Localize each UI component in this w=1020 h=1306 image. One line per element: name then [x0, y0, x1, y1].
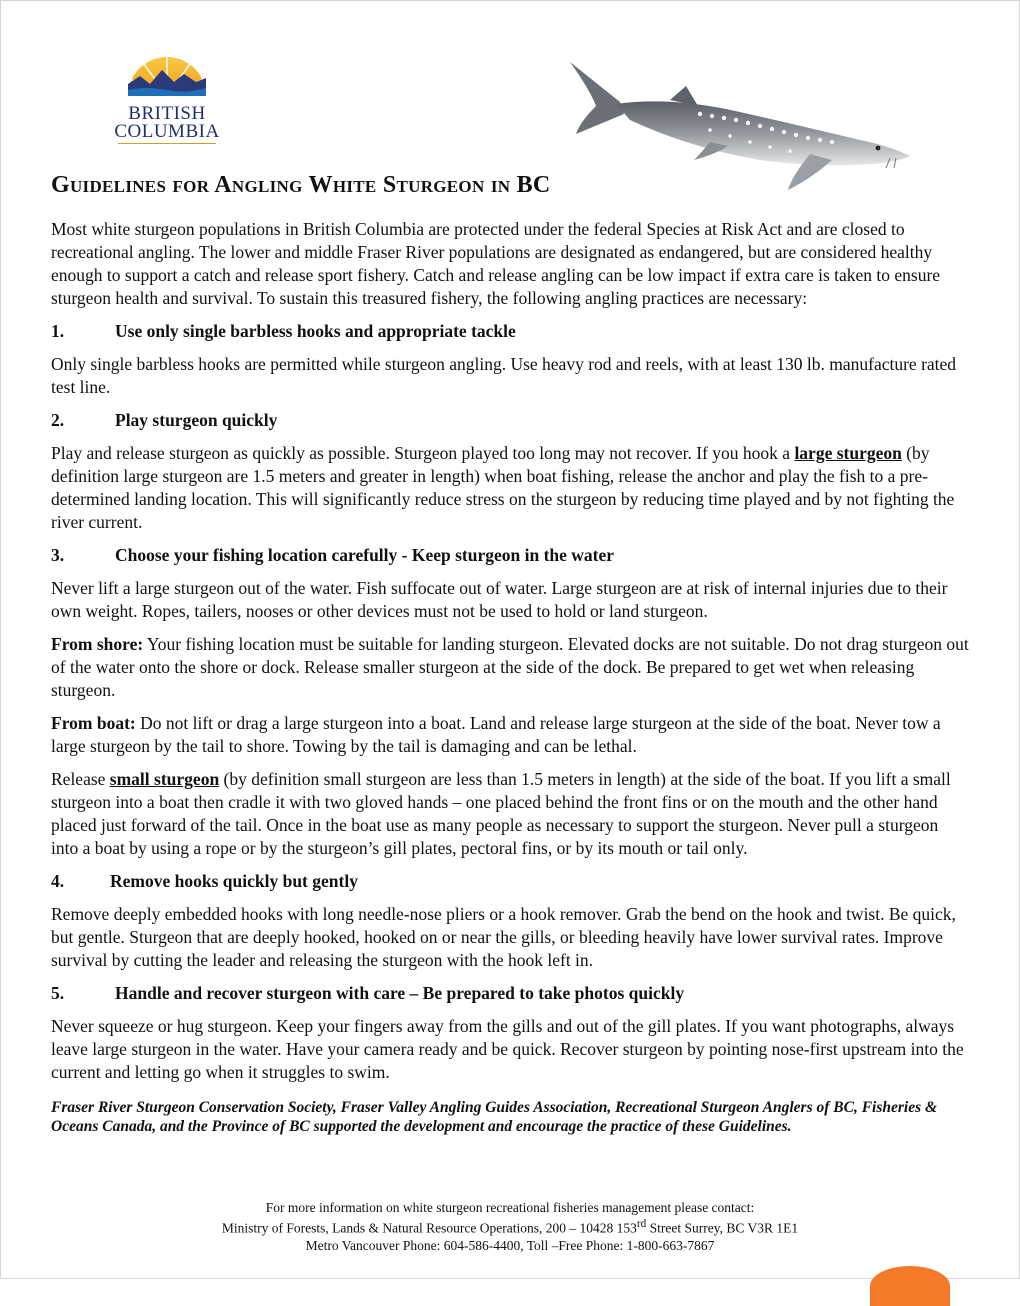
address-text: Street Surrey, BC V3R 1E1: [646, 1220, 799, 1236]
section-1-heading: [51, 320, 969, 343]
large-sturgeon-term: large sturgeon: [794, 443, 902, 463]
bc-logo: [112, 46, 222, 142]
section-number: 3.: [51, 545, 65, 565]
section-title: Use only single barbless hooks and appropriate tackle: [115, 321, 516, 341]
body-text: Release: [51, 769, 110, 789]
section-number: 4.: [51, 871, 65, 891]
small-sturgeon-term: small sturgeon: [109, 769, 220, 789]
section-title: Choose your fishing location carefully - Keep sturgeon in the water: [115, 545, 615, 565]
section-3-heading: [51, 544, 969, 567]
credits-statement: Fraser River Sturgeon Conservation Society, Fraser Valley Angling Guides Association, Recreational Sturgeon Anglers of BC, Fisheries & Oceans Canada, and the Province of BC supported the development and encourage the practice of these Guidelines.: [51, 1099, 938, 1135]
body-text: Play and release sturgeon as quickly as possible. Sturgeon played too long may not recover. If you hook a: [51, 443, 795, 463]
contact-footer: [51, 1199, 969, 1254]
body-text: (by definition large sturgeon are 1.5 meters and greater in length) when boat fishing, release the anchor and play the fish to a pre-determined landing location. This will significantly reduce stress on the sturgeon by reducing time played and by not fighting the river current.: [51, 443, 955, 532]
section-5-body: Never squeeze or hug sturgeon. Keep your fingers away from the gills and out of the gill plates. If you want photographs, always leave large sturgeon in the water. Have your camera ready and be quick. Recover sturgeon by pointing nose-first upstream into the current and letting go when it struggles to swim.: [51, 1016, 964, 1082]
section-number: 1.: [51, 321, 65, 341]
section-number: 2.: [51, 410, 65, 430]
body-text: Do not lift or drag a large sturgeon into a boat. Land and release large sturgeon at the side of the boat. Never tow a large sturgeon by the tail to shore. Towing by the tail is damaging and can be lethal.: [51, 713, 941, 756]
section-2-heading: [51, 409, 969, 432]
logo-line-2: COLUMBIA: [114, 121, 220, 142]
guidelines-body: [51, 218, 969, 1136]
bc-sun-mountain-icon: [126, 46, 208, 98]
body-text: (by definition small sturgeon are less than 1.5 meters in length) at the side of the boat. If you lift a small sturgeon into a boat then cradle it with two gloved hands – one placed behind the front fins or on the mouth and the other hand placed just forward of the tail. Once in the boat use as many people as necessary to support the sturgeon. Never pull a sturgeon into a boat by using a rope or by the sturgeon’s gill plates, pectoral fins, or by its mouth or tail only.: [51, 769, 951, 858]
contact-line-2: [51, 1216, 969, 1237]
section-title: Handle and recover sturgeon with care – Be prepared to take photos quickly: [115, 983, 685, 1003]
release-paragraph: [51, 768, 969, 860]
sturgeon-illustration: [560, 50, 920, 200]
from-boat-label: From boat:: [51, 713, 136, 733]
section-title: Remove hooks quickly but gently: [110, 871, 358, 891]
ordinal-suffix: rd: [636, 1218, 647, 1230]
from-boat-paragraph: [51, 712, 969, 758]
section-1-body: Only single barbless hooks are permitted while sturgeon angling. Use heavy rod and reels, with at least 130 lb. manufacture rated test line.: [51, 354, 957, 397]
body-text: Your fishing location must be suitable for landing sturgeon. Elevated docks are not suitable. Do not drag sturgeon out of the water onto the shore or dock. Release smaller sturgeon at the side of the dock. Be prepared to get wet when releasing sturgeon.: [51, 634, 969, 700]
section-5-heading: [51, 982, 969, 1005]
logo-line-1: BRITISH: [128, 103, 206, 124]
from-shore-label: From shore:: [51, 634, 144, 654]
address-text: Ministry of Forests, Lands & Natural Resource Operations, 200 – 10428 153: [221, 1220, 637, 1236]
section-4-body: Remove deeply embedded hooks with long needle-nose pliers or a hook remover. Grab the bend on the hook and twist. Be quick, but gentle. Sturgeon that are deeply hooked, hooked on or near the gills, or bleeding heavily have lower survival rates. Improve survival by cutting the leader and releasing the sturgeon with the hook left in.: [51, 904, 956, 970]
section-title: Play sturgeon quickly: [115, 410, 278, 430]
contact-line-3: Metro Vancouver Phone: 604-586-4400, Toll –Free Phone: 1-800-663-7867: [305, 1237, 715, 1253]
section-3-body: Never lift a large sturgeon out of the water. Fish suffocate out of water. Large sturgeon are at risk of internal injuries due to their own weight. Ropes, tailers, nooses or other devices must not be used to hold or land sturgeon.: [51, 578, 948, 621]
section-2-body: [51, 442, 969, 534]
intro-paragraph: Most white sturgeon populations in British Columbia are protected under the federal Species at Risk Act and are closed to recreational angling. The lower and middle Fraser River populations are designated as endangered, but are considered healthy enough to support a catch and release sport fishery. Catch and release angling can be low impact if extra care is taken to ensure sturgeon health and survival. To sustain this treasured fishery, the following angling practices are necessary:: [51, 219, 941, 308]
contact-line-1: For more information on white sturgeon recreational fisheries management please contact:: [265, 1200, 755, 1215]
from-shore-paragraph: [51, 633, 969, 702]
logo-underline: [118, 143, 216, 144]
orange-corner-shape: [870, 1266, 950, 1306]
section-4-heading: [51, 870, 969, 893]
section-number: 5.: [51, 983, 65, 1003]
page-title: Guidelines for Angling White Sturgeon in BC: [51, 172, 551, 198]
